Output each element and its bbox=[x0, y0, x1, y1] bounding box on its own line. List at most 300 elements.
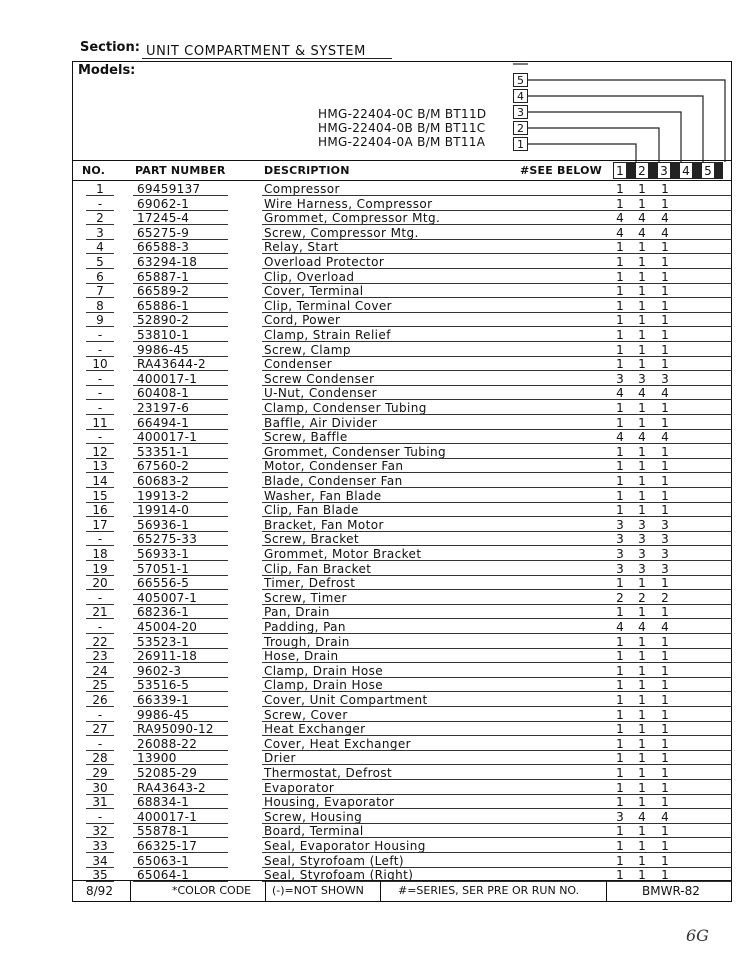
part-number: 45004-20 bbox=[137, 620, 198, 634]
qty-series-2: 3 bbox=[638, 547, 646, 561]
qty-series-3: 1 bbox=[661, 824, 669, 839]
qty-series-3: 4 bbox=[661, 211, 669, 226]
part-number: 60683-2 bbox=[137, 474, 190, 488]
qty-series-2: 1 bbox=[638, 707, 646, 722]
table-row bbox=[0, 343, 750, 358]
row-number: 2 bbox=[96, 211, 104, 226]
table-row bbox=[0, 532, 750, 547]
description: Thermostat, Defrost bbox=[264, 766, 393, 780]
qty-series-1: 1 bbox=[616, 839, 624, 853]
header-col-sep-5 bbox=[715, 162, 723, 179]
table-row bbox=[0, 620, 750, 635]
table-row bbox=[0, 781, 750, 796]
qty-series-2: 1 bbox=[638, 868, 646, 883]
qty-series-2: 1 bbox=[638, 298, 646, 313]
qty-series-2: 1 bbox=[638, 284, 646, 299]
qty-series-1: 1 bbox=[616, 269, 624, 284]
description: Condenser bbox=[264, 357, 333, 372]
qty-series-1: 1 bbox=[616, 474, 624, 488]
qty-series-1: 1 bbox=[616, 459, 624, 474]
qty-series-1: 1 bbox=[616, 795, 624, 810]
qty-series-3: 4 bbox=[661, 809, 669, 824]
table-row bbox=[0, 576, 750, 591]
qty-series-2: 1 bbox=[638, 766, 646, 780]
qty-series-1: 1 bbox=[616, 255, 624, 269]
row-number: 32 bbox=[92, 824, 108, 839]
qty-series-1: 1 bbox=[616, 488, 624, 503]
row-number: 18 bbox=[92, 547, 108, 561]
part-number: 9602-3 bbox=[137, 663, 182, 678]
qty-series-2: 1 bbox=[638, 196, 646, 211]
qty-series-3: 1 bbox=[661, 693, 669, 707]
description: Clip, Fan Blade bbox=[264, 503, 359, 518]
description: Drier bbox=[264, 751, 296, 766]
row-number: 35 bbox=[92, 868, 108, 883]
qty-series-2: 1 bbox=[638, 722, 646, 737]
part-number: RA43644-2 bbox=[137, 357, 206, 372]
qty-series-2: 3 bbox=[638, 561, 646, 576]
table-row bbox=[0, 284, 750, 299]
description: Padding, Pan bbox=[264, 620, 346, 634]
table-row bbox=[0, 678, 750, 693]
qty-series-2: 1 bbox=[638, 269, 646, 284]
header-col-sep-4 bbox=[693, 162, 701, 179]
section-title: UNIT COMPARTMENT & SYSTEM bbox=[146, 44, 366, 59]
footer-divider bbox=[606, 880, 607, 902]
qty-series-2: 4 bbox=[638, 430, 646, 445]
qty-series-1: 1 bbox=[616, 751, 624, 766]
row-number: 7 bbox=[96, 284, 104, 299]
header-col-sep-2 bbox=[649, 162, 657, 179]
row-number: 27 bbox=[92, 722, 108, 737]
table-row bbox=[0, 459, 750, 474]
qty-series-1: 1 bbox=[616, 284, 624, 299]
part-number: 19914-0 bbox=[137, 503, 190, 518]
qty-series-1: 1 bbox=[616, 853, 624, 868]
qty-series-3: 1 bbox=[661, 401, 669, 415]
qty-series-2: 1 bbox=[638, 693, 646, 707]
table-row bbox=[0, 328, 750, 343]
part-number: 56933-1 bbox=[137, 547, 190, 561]
qty-series-2: 2 bbox=[638, 590, 646, 605]
header-see-below: #SEE BELOW bbox=[520, 164, 602, 177]
part-number: 57051-1 bbox=[137, 561, 190, 576]
table-row bbox=[0, 211, 750, 226]
part-number: 26911-18 bbox=[137, 649, 198, 664]
qty-series-3: 1 bbox=[661, 868, 669, 883]
part-number: 53523-1 bbox=[137, 634, 190, 649]
qty-series-3: 1 bbox=[661, 298, 669, 313]
row-number: 33 bbox=[92, 839, 108, 853]
qty-series-3: 1 bbox=[661, 182, 669, 196]
qty-series-2: 1 bbox=[638, 240, 646, 255]
qty-series-3: 1 bbox=[661, 678, 669, 693]
qty-series-2: 1 bbox=[638, 255, 646, 269]
description: U-Nut, Condenser bbox=[264, 386, 377, 401]
qty-series-1: 1 bbox=[616, 824, 624, 839]
qty-series-3: 1 bbox=[661, 196, 669, 211]
row-number: 12 bbox=[92, 444, 108, 459]
description: Grommet, Motor Bracket bbox=[264, 547, 422, 561]
qty-series-3: 3 bbox=[661, 532, 669, 547]
header-bottom-rule bbox=[72, 180, 732, 181]
qty-series-2: 1 bbox=[638, 474, 646, 488]
description: Relay, Start bbox=[264, 240, 339, 255]
row-number: - bbox=[97, 707, 103, 722]
qty-series-1: 1 bbox=[616, 328, 624, 342]
part-number: 65063-1 bbox=[137, 853, 190, 868]
description: Screw, Clamp bbox=[264, 342, 351, 357]
table-row bbox=[0, 766, 750, 781]
part-number: 65064-1 bbox=[137, 868, 190, 883]
qty-series-2: 1 bbox=[638, 751, 646, 766]
description: Board, Terminal bbox=[264, 824, 364, 839]
qty-series-1: 1 bbox=[616, 605, 624, 620]
table-row bbox=[0, 854, 750, 869]
description: Compressor bbox=[264, 182, 340, 196]
footer-divider bbox=[265, 880, 266, 902]
footer-top-rule bbox=[72, 880, 732, 881]
qty-series-3: 1 bbox=[661, 503, 669, 518]
row-number: 3 bbox=[96, 225, 104, 240]
part-number: RA95090-12 bbox=[137, 722, 214, 737]
table-row bbox=[0, 795, 750, 810]
qty-series-3: 1 bbox=[661, 269, 669, 284]
table-row bbox=[0, 489, 750, 504]
qty-series-3: 1 bbox=[661, 751, 669, 766]
table-row bbox=[0, 416, 750, 431]
description: Grommet, Compressor Mtg. bbox=[264, 211, 441, 226]
qty-series-3: 1 bbox=[661, 605, 669, 620]
qty-series-1: 1 bbox=[616, 868, 624, 883]
row-number: - bbox=[97, 809, 103, 824]
table-row bbox=[0, 474, 750, 489]
part-number: 400017-1 bbox=[137, 430, 198, 445]
part-number: 69459137 bbox=[137, 182, 201, 196]
qty-series-3: 1 bbox=[661, 663, 669, 678]
row-rule bbox=[133, 881, 228, 882]
description: Cover, Heat Exchanger bbox=[264, 736, 412, 751]
description: Clip, Terminal Cover bbox=[264, 298, 392, 313]
part-number: 56936-1 bbox=[137, 517, 190, 532]
qty-series-1: 4 bbox=[616, 386, 624, 401]
row-number: - bbox=[97, 532, 103, 547]
table-row bbox=[0, 445, 750, 460]
description: Screw, Cover bbox=[264, 707, 348, 722]
description: Clip, Fan Bracket bbox=[264, 561, 372, 576]
qty-series-3: 4 bbox=[661, 225, 669, 240]
table-row bbox=[0, 751, 750, 766]
row-number: 4 bbox=[96, 240, 104, 255]
part-number: 17245-4 bbox=[137, 211, 190, 226]
qty-series-1: 1 bbox=[616, 196, 624, 211]
part-number: 400017-1 bbox=[137, 809, 198, 824]
qty-series-2: 3 bbox=[638, 532, 646, 547]
row-number: 29 bbox=[92, 766, 108, 780]
description: Seal, Evaporator Housing bbox=[264, 839, 426, 853]
row-number: 13 bbox=[92, 459, 108, 474]
qty-series-2: 4 bbox=[638, 386, 646, 401]
series-box-4: 4 bbox=[513, 89, 528, 103]
qty-series-2: 1 bbox=[638, 503, 646, 518]
qty-series-3: 1 bbox=[661, 474, 669, 488]
description: Cord, Power bbox=[264, 313, 341, 328]
footer-doc-code: BMWR-82 bbox=[642, 884, 700, 898]
section-label: Section: bbox=[80, 40, 140, 55]
qty-series-2: 1 bbox=[638, 488, 646, 503]
qty-series-2: 1 bbox=[638, 401, 646, 415]
part-number: 66589-2 bbox=[137, 284, 190, 299]
qty-series-2: 1 bbox=[638, 357, 646, 372]
qty-series-2: 1 bbox=[638, 313, 646, 328]
qty-series-1: 1 bbox=[616, 736, 624, 751]
part-number: 9986-45 bbox=[137, 342, 190, 357]
qty-series-1: 1 bbox=[616, 663, 624, 678]
qty-series-3: 1 bbox=[661, 313, 669, 328]
model-line-a: HMG-22404-0A B/M BT11A bbox=[318, 135, 486, 149]
part-number: 65275-9 bbox=[137, 225, 190, 240]
table-row bbox=[0, 693, 750, 708]
part-number: 60408-1 bbox=[137, 386, 190, 401]
description: Evaporator bbox=[264, 780, 335, 795]
footer-divider bbox=[380, 880, 381, 902]
part-number: RA43643-2 bbox=[137, 780, 206, 795]
qty-series-1: 3 bbox=[616, 532, 624, 547]
table-row bbox=[0, 313, 750, 328]
row-number: 25 bbox=[92, 678, 108, 693]
row-number: 30 bbox=[92, 780, 108, 795]
qty-series-1: 4 bbox=[616, 430, 624, 445]
description: Housing, Evaporator bbox=[264, 795, 395, 810]
qty-series-1: 1 bbox=[616, 707, 624, 722]
qty-series-1: 1 bbox=[616, 313, 624, 328]
table-row bbox=[0, 182, 750, 197]
header-top-rule bbox=[72, 160, 732, 161]
qty-series-2: 1 bbox=[638, 736, 646, 751]
row-number: - bbox=[97, 386, 103, 401]
footer-divider bbox=[130, 880, 131, 902]
qty-series-3: 1 bbox=[661, 357, 669, 372]
qty-series-3: 1 bbox=[661, 634, 669, 649]
qty-series-2: 1 bbox=[638, 415, 646, 430]
qty-series-3: 1 bbox=[661, 459, 669, 474]
qty-series-2: 3 bbox=[638, 371, 646, 386]
qty-series-2: 4 bbox=[638, 211, 646, 226]
part-number: 52890-2 bbox=[137, 313, 190, 328]
qty-series-2: 4 bbox=[638, 225, 646, 240]
series-box-3: 3 bbox=[513, 105, 528, 119]
description: Clamp, Drain Hose bbox=[264, 678, 384, 693]
qty-series-2: 1 bbox=[638, 328, 646, 342]
qty-series-2: 1 bbox=[638, 663, 646, 678]
row-number: - bbox=[97, 342, 103, 357]
table-row bbox=[0, 737, 750, 752]
part-number: 19913-2 bbox=[137, 488, 190, 503]
qty-series-2: 1 bbox=[638, 605, 646, 620]
row-number: - bbox=[97, 196, 103, 211]
row-number: 26 bbox=[92, 693, 108, 707]
description: Screw, Compressor Mtg. bbox=[264, 225, 419, 240]
qty-series-1: 1 bbox=[616, 342, 624, 357]
table-row bbox=[0, 518, 750, 533]
description: Motor, Condenser Fan bbox=[264, 459, 404, 474]
qty-series-2: 4 bbox=[638, 809, 646, 824]
table-row bbox=[0, 372, 750, 387]
handwritten-page-number: 6G bbox=[686, 926, 709, 945]
qty-series-3: 1 bbox=[661, 342, 669, 357]
description: Overload Protector bbox=[264, 255, 385, 269]
qty-series-3: 3 bbox=[661, 547, 669, 561]
header-col-5: 5 bbox=[701, 162, 715, 179]
qty-series-2: 1 bbox=[638, 444, 646, 459]
qty-series-3: 3 bbox=[661, 371, 669, 386]
table-row bbox=[0, 401, 750, 416]
qty-series-2: 1 bbox=[638, 182, 646, 196]
qty-series-2: 3 bbox=[638, 517, 646, 532]
part-number: 68236-1 bbox=[137, 605, 190, 620]
row-number: 1 bbox=[96, 182, 104, 196]
description: Screw, Housing bbox=[264, 809, 363, 824]
qty-series-1: 1 bbox=[616, 357, 624, 372]
qty-series-3: 1 bbox=[661, 853, 669, 868]
qty-series-3: 3 bbox=[661, 561, 669, 576]
qty-series-1: 3 bbox=[616, 371, 624, 386]
row-rule bbox=[86, 881, 114, 882]
table-row bbox=[0, 240, 750, 255]
description: Cover, Terminal bbox=[264, 284, 364, 299]
row-number: 22 bbox=[92, 634, 108, 649]
description: Trough, Drain bbox=[264, 634, 350, 649]
qty-series-3: 1 bbox=[661, 255, 669, 269]
qty-series-3: 1 bbox=[661, 444, 669, 459]
header-col-sep-1 bbox=[627, 162, 635, 179]
description: Screw Condenser bbox=[264, 371, 375, 386]
model-line-c: HMG-22404-0C B/M BT11D bbox=[318, 107, 487, 121]
row-number: 11 bbox=[92, 415, 108, 430]
series-box-2: 2 bbox=[513, 121, 528, 135]
qty-series-1: 1 bbox=[616, 722, 624, 737]
table-row bbox=[0, 708, 750, 723]
description: Hose, Drain bbox=[264, 649, 339, 664]
part-number: 66494-1 bbox=[137, 415, 190, 430]
part-number: 66588-3 bbox=[137, 240, 190, 255]
table-row bbox=[0, 255, 750, 270]
qty-series-1: 1 bbox=[616, 649, 624, 664]
qty-series-3: 1 bbox=[661, 722, 669, 737]
model-line-b: HMG-22404-0B B/M BT11C bbox=[318, 121, 486, 135]
table-row bbox=[0, 810, 750, 825]
description: Heat Exchanger bbox=[264, 722, 366, 737]
qty-series-3: 4 bbox=[661, 430, 669, 445]
qty-series-2: 1 bbox=[638, 853, 646, 868]
qty-series-3: 2 bbox=[661, 590, 669, 605]
row-number: - bbox=[97, 590, 103, 605]
part-number: 69062-1 bbox=[137, 196, 190, 211]
row-number: 10 bbox=[92, 357, 108, 372]
qty-series-3: 1 bbox=[661, 415, 669, 430]
description: Cover, Unit Compartment bbox=[264, 693, 428, 707]
table-row bbox=[0, 664, 750, 679]
row-number: 19 bbox=[92, 561, 108, 576]
qty-series-2: 1 bbox=[638, 649, 646, 664]
qty-series-3: 1 bbox=[661, 328, 669, 342]
header-description: DESCRIPTION bbox=[264, 164, 350, 177]
qty-series-1: 1 bbox=[616, 444, 624, 459]
qty-series-1: 1 bbox=[616, 401, 624, 415]
row-number: 15 bbox=[92, 488, 108, 503]
table-row bbox=[0, 226, 750, 241]
qty-series-3: 1 bbox=[661, 766, 669, 780]
part-number: 53810-1 bbox=[137, 328, 190, 342]
qty-series-2: 1 bbox=[638, 780, 646, 795]
row-number: 5 bbox=[96, 255, 104, 269]
part-number: 65886-1 bbox=[137, 298, 190, 313]
table-row bbox=[0, 503, 750, 518]
description: Screw, Baffle bbox=[264, 430, 348, 445]
row-number: 16 bbox=[92, 503, 108, 518]
qty-series-1: 4 bbox=[616, 225, 624, 240]
table-row bbox=[0, 197, 750, 212]
description: Screw, Timer bbox=[264, 590, 347, 605]
footer-series-note: #=SERIES, SER PRE OR RUN NO. bbox=[398, 884, 580, 897]
part-number: 63294-18 bbox=[137, 255, 198, 269]
part-number: 53516-5 bbox=[137, 678, 190, 693]
row-number: - bbox=[97, 328, 103, 342]
qty-series-3: 1 bbox=[661, 795, 669, 810]
table-row bbox=[0, 357, 750, 372]
row-number: 20 bbox=[92, 576, 108, 591]
qty-series-2: 1 bbox=[638, 459, 646, 474]
table-row bbox=[0, 722, 750, 737]
part-number: 65275-33 bbox=[137, 532, 198, 547]
row-number: 28 bbox=[92, 751, 108, 766]
qty-series-2: 1 bbox=[638, 342, 646, 357]
table-row bbox=[0, 547, 750, 562]
qty-series-1: 1 bbox=[616, 576, 624, 591]
qty-series-3: 1 bbox=[661, 649, 669, 664]
description: Clamp, Drain Hose bbox=[264, 663, 384, 678]
description: Clamp, Condenser Tubing bbox=[264, 401, 427, 415]
description: Blade, Condenser Fan bbox=[264, 474, 403, 488]
description: Clamp, Strain Relief bbox=[264, 328, 391, 342]
row-number: 24 bbox=[92, 663, 108, 678]
description: Timer, Defrost bbox=[264, 576, 356, 591]
qty-series-1: 1 bbox=[616, 240, 624, 255]
qty-series-1: 1 bbox=[616, 766, 624, 780]
qty-series-3: 4 bbox=[661, 386, 669, 401]
part-number: 26088-22 bbox=[137, 736, 198, 751]
part-number: 67560-2 bbox=[137, 459, 190, 474]
header-col-sep-3 bbox=[671, 162, 679, 179]
qty-series-1: 1 bbox=[616, 503, 624, 518]
qty-series-1: 4 bbox=[616, 620, 624, 634]
header-col-1: 1 bbox=[613, 162, 627, 179]
series-box-5: 5 bbox=[513, 73, 528, 87]
part-number: 66325-17 bbox=[137, 839, 198, 853]
row-number: - bbox=[97, 371, 103, 386]
description: Clip, Overload bbox=[264, 269, 355, 284]
table-row bbox=[0, 299, 750, 314]
table-row bbox=[0, 635, 750, 650]
row-number: - bbox=[97, 736, 103, 751]
table-row bbox=[0, 605, 750, 620]
qty-series-3: 3 bbox=[661, 517, 669, 532]
table-row bbox=[0, 562, 750, 577]
qty-series-1: 1 bbox=[616, 693, 624, 707]
qty-series-1: 3 bbox=[616, 561, 624, 576]
part-number: 23197-6 bbox=[137, 401, 190, 415]
qty-series-3: 1 bbox=[661, 284, 669, 299]
